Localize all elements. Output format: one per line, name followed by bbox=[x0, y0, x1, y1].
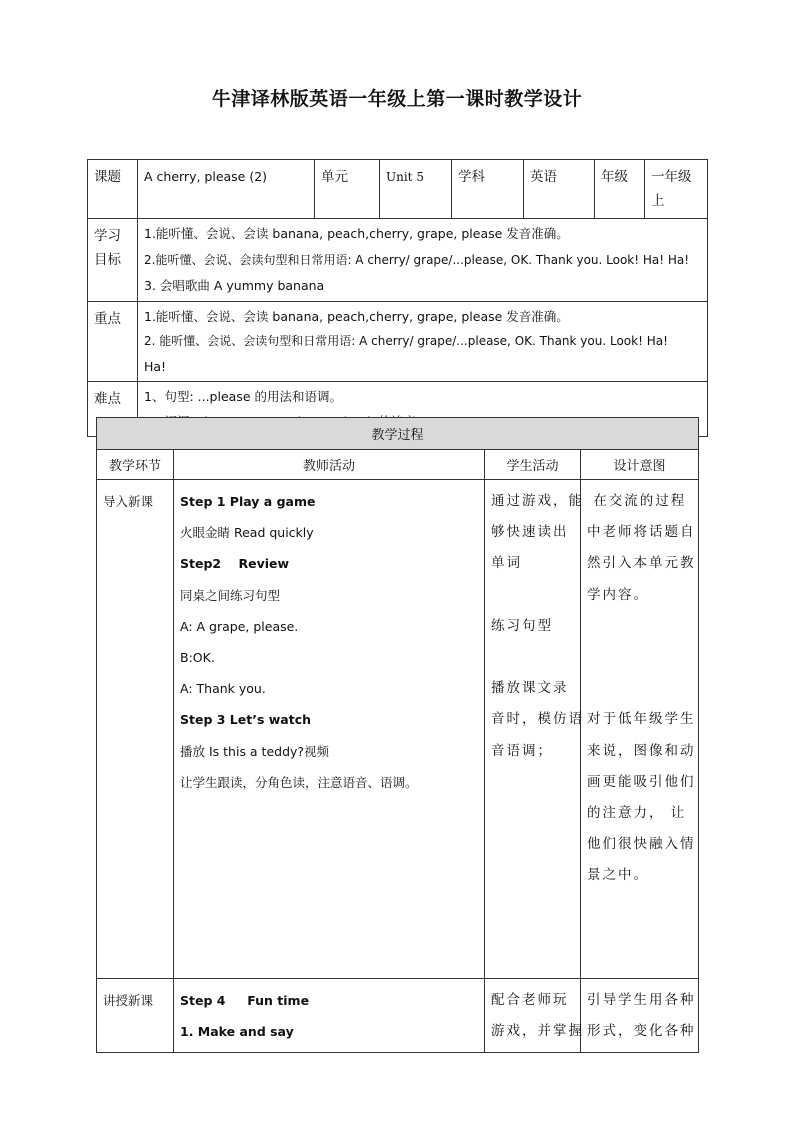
cell-text-line: 然引入本单元教 bbox=[587, 555, 696, 572]
cell-text-line: 画更能吸引他们 bbox=[587, 773, 696, 790]
col-intent-header: 设计意图 bbox=[581, 450, 699, 480]
unit-label: 单元 bbox=[315, 160, 380, 219]
cell-text-line: 配合老师玩 bbox=[491, 992, 569, 1008]
cell-text-line: 景之中。 bbox=[587, 867, 649, 884]
col-teacher-header: 教师活动 bbox=[174, 450, 485, 480]
cell-text-line: 同桌之间练习句型 bbox=[180, 587, 281, 603]
col-stage-header: 教学环节 bbox=[97, 450, 174, 480]
key-point-item: 1.能听懂、会说、会读 banana, peach,cherry, grape, please 发音准确。 bbox=[144, 309, 569, 324]
cell-text-line: 够快速读出 bbox=[491, 524, 569, 541]
cell-text-line: 讲授新课 bbox=[103, 993, 154, 1008]
difficulties-label: 难点 bbox=[88, 382, 138, 437]
cell-text-line: 音语调； bbox=[491, 742, 553, 759]
cell-text-line: A: A grape, please. bbox=[180, 618, 299, 634]
student-activity-cell bbox=[485, 979, 584, 1053]
cell-text-line: 让学生跟读，分角色读，注意语音、语调。 bbox=[180, 774, 418, 790]
difficulty-item: 1、句型: ...please 的用法和语调。 bbox=[144, 389, 342, 404]
page-title: 牛津译林版英语一年级上第一课时教学设计 bbox=[211, 88, 583, 110]
cell-text-line bbox=[587, 642, 692, 673]
lesson-value: A cherry, please (2) bbox=[138, 160, 315, 219]
lesson-info-table bbox=[87, 159, 708, 437]
teacher-activity-cell bbox=[174, 480, 485, 979]
key-points-label: 重点 bbox=[88, 302, 138, 382]
stage-cell bbox=[97, 979, 174, 1053]
key-point-item: Ha! bbox=[144, 359, 167, 374]
cell-text-line: 中老师将话题自 bbox=[587, 524, 696, 541]
cell-text-line: 学内容。 bbox=[587, 586, 649, 603]
cell-text-line: A: Thank you. bbox=[180, 681, 266, 697]
cell-text-line: 形式，变化各种 bbox=[587, 1023, 696, 1040]
table-row bbox=[97, 480, 699, 979]
col-student-header: 学生活动 bbox=[485, 450, 581, 480]
grade-value: 一年级上 bbox=[645, 160, 708, 219]
stage-cell bbox=[97, 480, 174, 979]
lesson-label: 课题 bbox=[88, 160, 138, 219]
table-row bbox=[97, 979, 699, 1053]
teacher-activity-cell bbox=[174, 979, 485, 1053]
cell-text-line: 他们很快融入情 bbox=[587, 836, 696, 853]
cell-text-line: 在交流的过程 bbox=[587, 493, 687, 509]
objective-item: 3. 会唱歌曲 A yummy banana bbox=[144, 278, 325, 293]
cell-text-line: 单词 bbox=[491, 555, 522, 572]
process-heading: 教学过程 bbox=[97, 418, 699, 450]
cell-text-line bbox=[491, 580, 574, 611]
subject-value: 英语 bbox=[524, 160, 595, 219]
teaching-process-table bbox=[96, 417, 699, 1053]
cell-text-line: 火眼金睛 Read quickly bbox=[180, 525, 314, 541]
cell-text-line bbox=[587, 611, 692, 642]
cell-text-line: 1. Make and say bbox=[180, 1024, 294, 1040]
objective-item: 2.能听懂、会说、会读句型和日常用语: A cherry/ grape/...please, OK. Thank you. Look! Ha! Ha! bbox=[144, 253, 690, 267]
cell-text-line: 播放 Is this a teddy?视频 bbox=[180, 743, 330, 759]
cell-text-line: 的注意力， 让 bbox=[587, 804, 687, 821]
design-intent-cell bbox=[581, 480, 699, 979]
unit-value: Unit 5 bbox=[380, 160, 452, 219]
subject-label: 学科 bbox=[452, 160, 524, 219]
cell-text-line: Step 3 Let’s watch bbox=[180, 712, 312, 728]
key-point-item: 2. 能听懂、会说、会读句型和日常用语: A cherry/ grape/...please, OK. Thank you. Look! Ha! bbox=[144, 334, 668, 348]
student-activity-cell bbox=[485, 480, 584, 979]
key-points-cell bbox=[138, 302, 708, 382]
cell-text-line bbox=[587, 673, 692, 704]
cell-text-line: 游戏，并掌握 bbox=[491, 1023, 584, 1040]
cell-text-line: 来说，图像和动 bbox=[587, 742, 696, 759]
design-intent-cell bbox=[581, 979, 699, 1053]
cell-text-line: 播放课文录 bbox=[491, 680, 569, 697]
cell-text-line: Step 4 Fun time bbox=[180, 993, 310, 1008]
cell-text-line: 对于低年级学生 bbox=[587, 711, 696, 728]
objective-item: 1.能听懂、会说、会读 banana, peach,cherry, grape, please 发音准确。 bbox=[144, 226, 569, 241]
objectives-cell bbox=[138, 219, 708, 302]
cell-text-line: 学习目标 bbox=[94, 228, 121, 268]
cell-text-line: 练习句型 bbox=[491, 617, 553, 634]
cell-text-line: 通过游戏，能 bbox=[491, 493, 584, 509]
cell-text-line: 音时，模仿语 bbox=[491, 711, 584, 728]
cell-text-line: Step 1 Play a game bbox=[180, 494, 316, 509]
grade-label: 年级 bbox=[595, 160, 645, 219]
cell-text-line bbox=[491, 642, 574, 673]
cell-text-line: Step2 Review bbox=[180, 556, 290, 572]
cell-text-line: 导入新课 bbox=[103, 494, 154, 509]
cell-text-line: B:OK. bbox=[180, 649, 215, 665]
objectives-label bbox=[88, 219, 138, 302]
cell-text-line: 引导学生用各种 bbox=[587, 992, 696, 1008]
